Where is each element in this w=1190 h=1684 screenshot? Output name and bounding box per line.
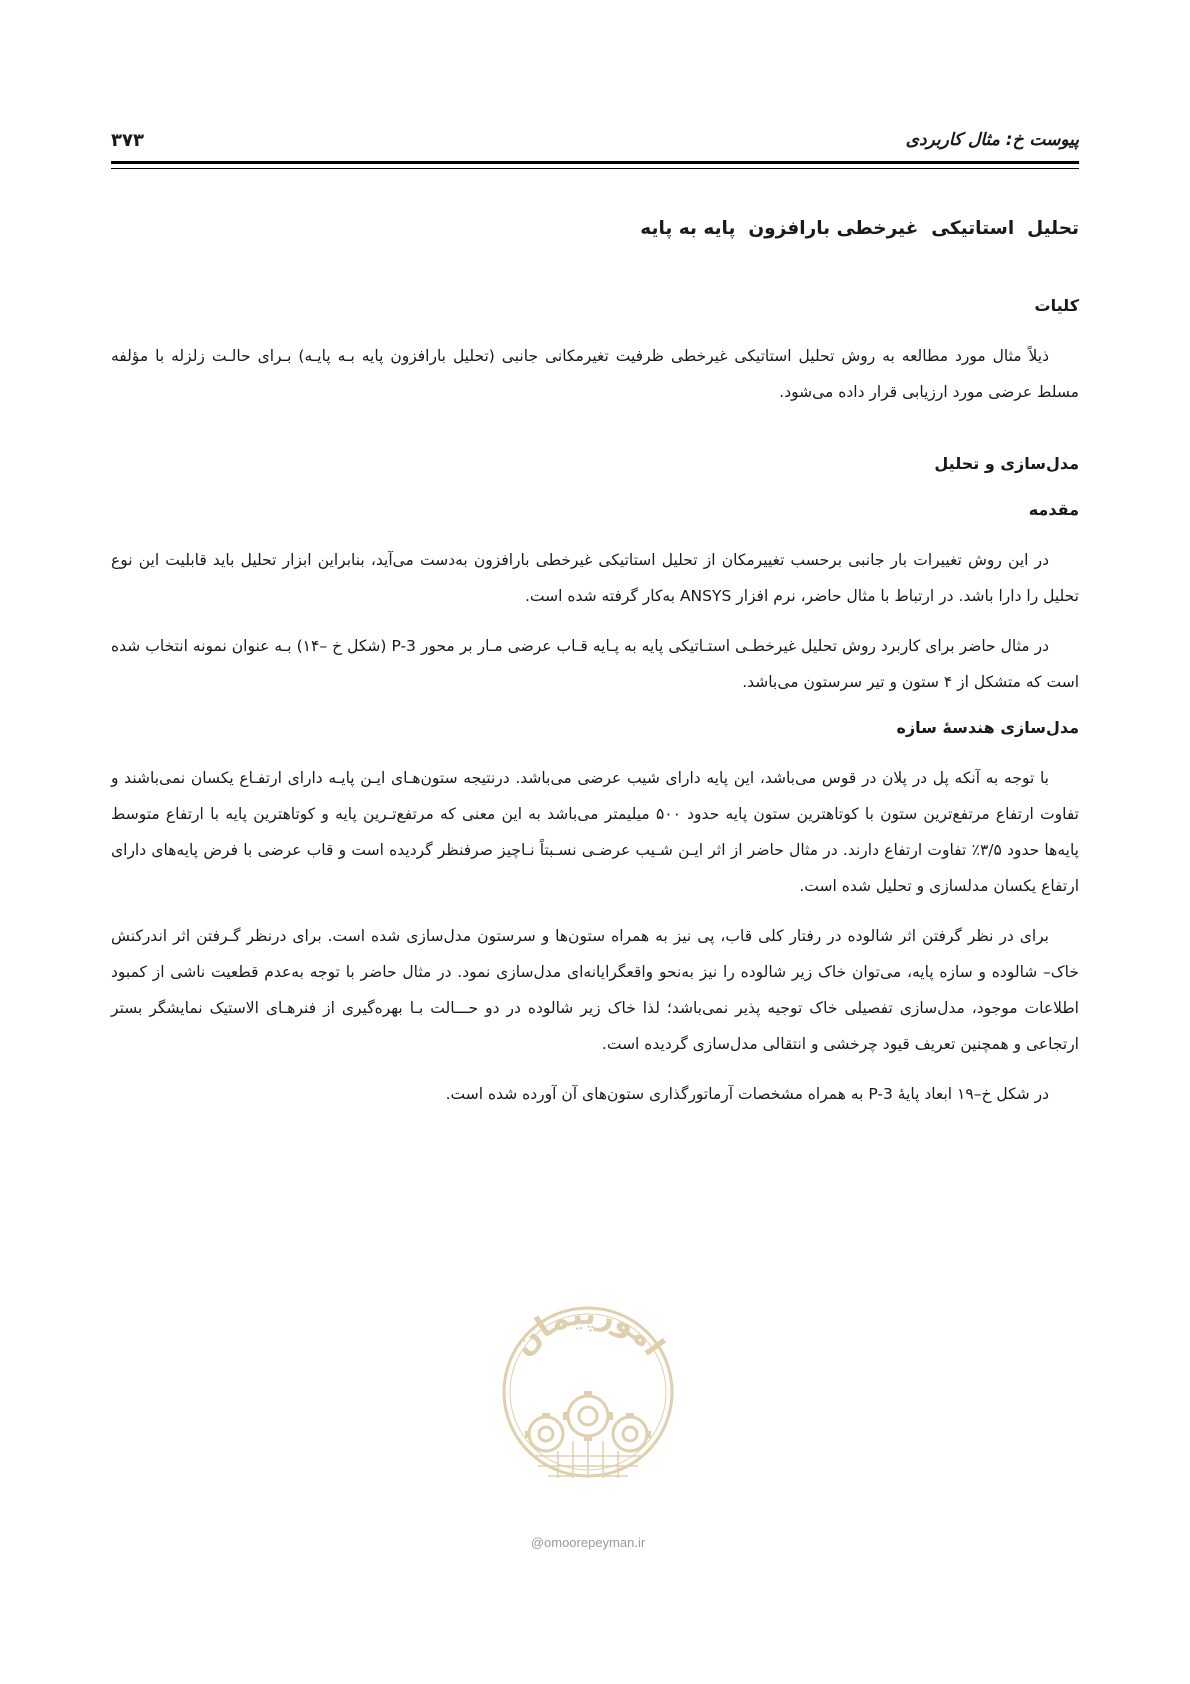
paragraph: در مثال حاضر برای کاربرد روش تحلیل غیرخطـی استـاتیکی پایه به پـایه قـاب عرضی مـار بر محور P-3 (شکل خ –۱۴) بـه عنوان نمونه انتخاب شده است که متشکل از ۴ ستون و تیر سرستون می‌باشد. (111, 637, 1079, 691)
paragraph: برای در نظر گرفتن اثر شالوده در رفتار کلی قاب، پی نیز به همراه ستون‌ها و سرستون مدل‌سازی شده است. برای درنظر گـرفتن اثر اندرکنش خاک– شالوده و سازه پایه، می‌توان خاک زیر شالوده را نیز به‌نحو واقعگرایانه‌ای مدل‌سازی نمود. در مثال حاضر با توجه به‌عدم قطعیت ناشی از کمبود اطلاعات موجود، مدل‌سازی تفصیلی خاک توجیه پذیر نمی‌باشد؛ لذا خاک زیر شالوده در دو حـــالت بـا بهره‌گیری از فنرهـای الاستیک نمایشگر بستر ارتجاعی و همچنین تعریف قیود چرخشی و انتقالی مدل‌سازی گردیده است. (111, 927, 1079, 1053)
section-heading-structure-geometry: مدل‌سازی هندسهٔ سازه (896, 718, 1079, 737)
header-rule (111, 161, 1079, 164)
document-title: تحلیل استاتیکی غیرخطی بارافزون پایه به پایه (640, 218, 1079, 239)
paragraph: ذیلاً مثال مورد مطالعه به روش تحلیل استاتیکی غیرخطی ظرفیت تغیرمکانی جانبی (تحلیل بارافزون پایه بـه پایـه) بـرای حالـت زلزله با مؤلفه مسلط عرضی مورد ارزیابی قرار داده می‌شود. (111, 347, 1079, 401)
page-number: ۳۷۳ (111, 130, 144, 151)
running-header-title: پیوست خ: مثال کاربردی (905, 130, 1079, 150)
running-header (111, 120, 1079, 160)
svg-text:امورپیمان (506, 1297, 671, 1363)
header-rule-thin (111, 168, 1079, 169)
watermark-name-text: امورپیمان (506, 1296, 672, 1363)
paragraph: در شکل خ–۱۹ ابعاد پایهٔ P-3 به همراه مشخصات آرماتورگذاری ستون‌های آن آورده شده است. (445, 1085, 1049, 1103)
paragraph: در این روش تغییرات بار جانبی برحسب تغییرمکان از تحلیل استاتیکی غیرخطی بارافزون به‌دست می‌آید، بنابراین ابزار تحلیل باید قابلیت این نوع تحلیل را دارا باشد. در ارتباط با مثال حاضر، نرم افزار ANSYS به‌کار گرفته شده است. (111, 551, 1079, 605)
watermark-logo (488, 1296, 688, 1506)
section-heading-introduction: مقدمه (1028, 500, 1079, 519)
section-heading-modeling-analysis: مدل‌سازی و تحلیل (934, 454, 1079, 473)
document-body (111, 214, 1079, 1126)
section-heading-general: کلیات (1034, 296, 1079, 315)
paragraph: با توجه به آنکه پل در پلان در قوس می‌باشد، این پایه دارای شیب عرضی می‌باشد. درنتیجه ستون‌هـای ایـن پایـه دارای ارتفـاع یکسان نمی‌باشند و تفاوت ارتفاع مرتفع‌ترین ستون با کوتاهترین ستون پایه حدود ۵۰۰ میلیمتر می‌باشد به این معنی که مرتفع‌تـرین پایه و کوتاهترین پایه با ارتفاع متوسط پایه‌ها حدود ۳/۵٪ تفاوت ارتفاع دارند. در مثال حاضر از اثر ایـن شـیب عرضـی نسـبتاً نـاچیز صرفنظر گردیده است و قاب عرضی با فرض پایه‌های دارای ارتفاع یکسان مدلسازی و تحلیل شده است. (111, 769, 1079, 895)
watermark-url: @omoorepeyman.ir (530, 1535, 646, 1550)
